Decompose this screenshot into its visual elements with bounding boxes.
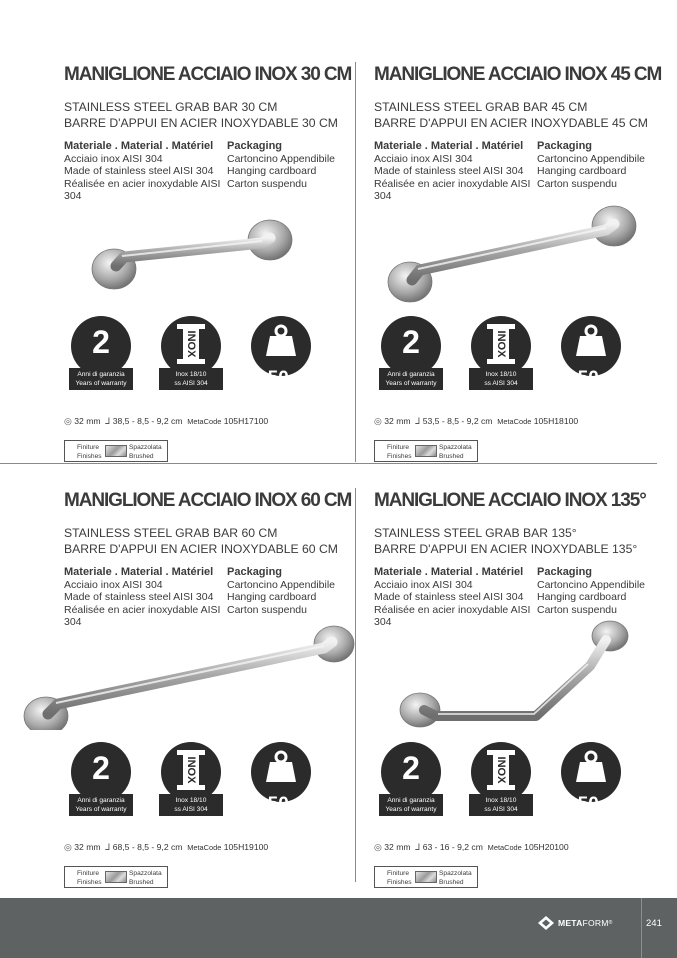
inox-text: INOX bbox=[495, 330, 508, 358]
product-card-135deg bbox=[374, 490, 666, 890]
packaging-heading: Packaging bbox=[537, 140, 593, 152]
inox-text: INOX bbox=[185, 756, 198, 784]
product-subtitle bbox=[64, 525, 356, 557]
product-title: MANIGLIONE ACCIAIO INOX 30 CM bbox=[64, 64, 352, 85]
subtitle-fr: BARRE D'APPUI EN ACIER INOXYDABLE 60 CM bbox=[64, 542, 338, 556]
dimensions-icon: ⅃ bbox=[105, 416, 111, 426]
subtitle-en: STAINLESS STEEL GRAB BAR 135° bbox=[374, 526, 577, 540]
finish-label-it: Finiture bbox=[387, 870, 409, 877]
finish-box bbox=[374, 866, 478, 888]
subtitle-fr: BARRE D'APPUI EN ACIER INOXYDABLE 30 CM bbox=[64, 116, 338, 130]
load-value: 150 bbox=[567, 794, 599, 815]
product-title: MANIGLIONE ACCIAIO INOX 45 CM bbox=[374, 64, 662, 85]
brand-bold: META bbox=[558, 918, 583, 928]
warranty-label-it: Anni di garanzia bbox=[387, 797, 435, 804]
finish-value-en: Brushed bbox=[129, 878, 154, 886]
finish-label-it: Finiture bbox=[77, 444, 99, 451]
metaform-logo-icon bbox=[538, 916, 554, 930]
warranty-badge bbox=[69, 742, 133, 822]
finish-value-en: Brushed bbox=[439, 878, 464, 886]
packaging-heading: Packaging bbox=[227, 140, 283, 152]
grab-bar-image bbox=[20, 620, 356, 730]
brand-light: FORM bbox=[582, 918, 609, 928]
load-value: 150 bbox=[567, 368, 599, 389]
diameter-value: 32 mm bbox=[384, 842, 411, 852]
meta-row bbox=[64, 416, 268, 427]
packaging-en: Hanging cardboard bbox=[227, 591, 317, 603]
feature-badges bbox=[379, 316, 664, 396]
subtitle-en: STAINLESS STEEL GRAB BAR 60 CM bbox=[64, 526, 278, 540]
feature-badges bbox=[69, 316, 354, 396]
page-number: 241 bbox=[646, 918, 662, 929]
load-unit: kg bbox=[293, 376, 305, 387]
product-subtitle bbox=[374, 525, 666, 557]
grab-bar-image bbox=[374, 194, 666, 304]
inox-label-2: ss AISI 304 bbox=[484, 380, 518, 387]
material-it: Acciaio inox AISI 304 bbox=[64, 578, 163, 591]
warranty-badge bbox=[379, 316, 443, 396]
inox-label-2: ss AISI 304 bbox=[484, 806, 518, 813]
diameter-value: 32 mm bbox=[384, 416, 411, 426]
packaging-en: Hanging cardboard bbox=[227, 165, 317, 177]
packaging-heading: Packaging bbox=[537, 566, 593, 578]
finish-value-it: Spazzolata bbox=[129, 870, 162, 877]
packaging-it: Cartoncino Appendibile bbox=[227, 152, 335, 165]
load-unit: kg bbox=[603, 802, 615, 813]
subtitle-fr: BARRE D'APPUI EN ACIER INOXYDABLE 45 CM bbox=[374, 116, 648, 130]
packaging-en: Hanging cardboard bbox=[537, 165, 627, 177]
diameter-value: 32 mm bbox=[74, 416, 101, 426]
inox-icon bbox=[485, 748, 517, 792]
inox-icon bbox=[175, 322, 207, 366]
material-en: Made of stainless steel AISI 304 bbox=[64, 165, 214, 177]
inox-label-1: Inox 18/10 bbox=[175, 371, 207, 378]
metacode-value: 105H19100 bbox=[223, 842, 269, 852]
finish-value-it: Spazzolata bbox=[129, 444, 162, 451]
warranty-years: 2 bbox=[92, 750, 110, 786]
packaging-fr: Carton suspendu bbox=[537, 603, 617, 616]
finish-label-en: Finishes bbox=[77, 452, 102, 460]
inox-badge bbox=[159, 316, 223, 396]
metacode-value: 105H17100 bbox=[223, 416, 269, 426]
brushed-swatch bbox=[105, 445, 127, 457]
material-fr: Réalisée en acier inoxydable AISI 304 bbox=[374, 603, 531, 628]
load-unit: kg bbox=[293, 802, 305, 813]
finish-box bbox=[374, 440, 478, 462]
inox-text: INOX bbox=[495, 756, 508, 784]
subtitle-en: STAINLESS STEEL GRAB BAR 30 CM bbox=[64, 100, 278, 114]
material-it: Acciaio inox AISI 304 bbox=[374, 578, 473, 591]
material-en: Made of stainless steel AISI 304 bbox=[64, 591, 214, 603]
finish-label-en: Finishes bbox=[387, 878, 412, 886]
finish-box bbox=[64, 866, 168, 888]
packaging-fr: Carton suspendu bbox=[227, 177, 307, 190]
metaform-logo bbox=[538, 916, 613, 930]
weight-icon bbox=[265, 750, 297, 784]
diameter-icon: ◎ bbox=[374, 842, 382, 852]
warranty-years: 2 bbox=[402, 324, 420, 360]
material-heading: Materiale . Material . Matériel bbox=[374, 140, 524, 152]
material-heading: Materiale . Material . Matériel bbox=[64, 140, 214, 152]
material-en: Made of stainless steel AISI 304 bbox=[374, 591, 524, 603]
dimensions-icon: ⅃ bbox=[415, 842, 421, 852]
metacode-value: 105H20100 bbox=[524, 842, 569, 852]
metacode-label: MetaCode bbox=[487, 843, 522, 852]
warranty-badge bbox=[379, 742, 443, 822]
page-footer bbox=[0, 898, 677, 958]
finish-value-it: Spazzolata bbox=[439, 444, 472, 451]
product-card-45cm bbox=[374, 64, 666, 464]
inox-label-1: Inox 18/10 bbox=[175, 797, 207, 804]
warranty-years: 2 bbox=[92, 324, 110, 360]
brushed-swatch bbox=[415, 871, 437, 883]
inox-icon bbox=[485, 322, 517, 366]
weight-icon bbox=[575, 750, 607, 784]
meta-row bbox=[374, 416, 578, 427]
packaging-fr: Carton suspendu bbox=[227, 603, 307, 616]
material-fr: Réalisée en acier inoxydable AISI 304 bbox=[64, 603, 221, 628]
dimensions-icon: ⅃ bbox=[415, 416, 421, 426]
inox-label-1: Inox 18/10 bbox=[485, 371, 517, 378]
metacode-label: MetaCode bbox=[187, 843, 222, 852]
warranty-label-it: Anni di garanzia bbox=[77, 371, 125, 378]
product-title: MANIGLIONE ACCIAIO INOX 60 CM bbox=[64, 490, 352, 511]
material-fr: Réalisée en acier inoxydable AISI 304 bbox=[64, 177, 221, 202]
weight-icon bbox=[575, 324, 607, 358]
load-badge bbox=[249, 742, 313, 822]
material-it: Acciaio inox AISI 304 bbox=[64, 152, 163, 165]
meta-row bbox=[374, 842, 569, 853]
finish-label-it: Finiture bbox=[77, 870, 99, 877]
load-unit: kg bbox=[603, 376, 615, 387]
finish-label-en: Finishes bbox=[77, 878, 102, 886]
inox-badge bbox=[159, 742, 223, 822]
packaging-heading: Packaging bbox=[227, 566, 283, 578]
diameter-icon: ◎ bbox=[64, 416, 72, 426]
metacode-label: MetaCode bbox=[187, 417, 222, 426]
diameter-icon: ◎ bbox=[374, 416, 382, 426]
material-heading: Materiale . Material . Matériel bbox=[374, 566, 524, 578]
inox-label-1: Inox 18/10 bbox=[485, 797, 517, 804]
metacode-label: MetaCode bbox=[497, 417, 532, 426]
diameter-value: 32 mm bbox=[74, 842, 101, 852]
subtitle-en: STAINLESS STEEL GRAB BAR 45 CM bbox=[374, 100, 588, 114]
inox-icon bbox=[175, 748, 207, 792]
diameter-icon: ◎ bbox=[64, 842, 72, 852]
brushed-swatch bbox=[415, 445, 437, 457]
load-badge bbox=[559, 316, 623, 396]
warranty-years: 2 bbox=[402, 750, 420, 786]
inox-badge bbox=[469, 742, 533, 822]
dimensions-value: 53,5 - 8,5 - 9,2 cm bbox=[422, 416, 493, 426]
subtitle-fr: BARRE D'APPUI EN ACIER INOXYDABLE 135° bbox=[374, 542, 638, 556]
finish-value-it: Spazzolata bbox=[439, 870, 472, 877]
load-value: 150 bbox=[257, 794, 289, 815]
product-title: MANIGLIONE ACCIAIO INOX 135° bbox=[374, 490, 646, 511]
packaging-it: Cartoncino Appendibile bbox=[537, 578, 645, 591]
inox-badge bbox=[469, 316, 533, 396]
finish-value-en: Brushed bbox=[439, 452, 464, 460]
inox-label-2: ss AISI 304 bbox=[174, 806, 208, 813]
finish-box bbox=[64, 440, 168, 462]
meta-row bbox=[64, 842, 268, 853]
packaging-en: Hanging cardboard bbox=[537, 591, 627, 603]
brushed-swatch bbox=[105, 871, 127, 883]
load-badge bbox=[559, 742, 623, 822]
feature-badges bbox=[69, 742, 354, 822]
inox-label-2: ss AISI 304 bbox=[174, 380, 208, 387]
footer-separator bbox=[641, 898, 642, 958]
material-heading: Materiale . Material . Matériel bbox=[64, 566, 214, 578]
material-fr: Réalisée en acier inoxydable AISI 304 bbox=[374, 177, 531, 202]
packaging-it: Cartoncino Appendibile bbox=[537, 152, 645, 165]
warranty-label-it: Anni di garanzia bbox=[387, 371, 435, 378]
dimensions-value: 38,5 - 8,5 - 9,2 cm bbox=[112, 416, 183, 426]
load-value: 150 bbox=[257, 368, 289, 389]
dimensions-icon: ⅃ bbox=[105, 842, 111, 852]
warranty-label-en: Years of warranty bbox=[385, 806, 437, 813]
material-it: Acciaio inox AISI 304 bbox=[374, 152, 473, 165]
brand-mark: ® bbox=[608, 920, 613, 926]
metacode-value: 105H18100 bbox=[533, 416, 579, 426]
warranty-label-en: Years of warranty bbox=[75, 380, 127, 387]
load-badge bbox=[249, 316, 313, 396]
packaging-it: Cartoncino Appendibile bbox=[227, 578, 335, 591]
inox-text: INOX bbox=[185, 330, 198, 358]
product-subtitle bbox=[64, 99, 356, 131]
warranty-label-en: Years of warranty bbox=[75, 806, 127, 813]
warranty-badge bbox=[69, 316, 133, 396]
grab-bar-image bbox=[64, 194, 356, 304]
finish-label-it: Finiture bbox=[387, 444, 409, 451]
grab-bar-image bbox=[374, 620, 666, 730]
dimensions-value: 63 - 16 - 9,2 cm bbox=[422, 842, 483, 852]
finish-label-en: Finishes bbox=[387, 452, 412, 460]
feature-badges bbox=[379, 742, 664, 822]
material-en: Made of stainless steel AISI 304 bbox=[374, 165, 524, 177]
weight-icon bbox=[265, 324, 297, 358]
dimensions-value: 68,5 - 8,5 - 9,2 cm bbox=[112, 842, 183, 852]
packaging-fr: Carton suspendu bbox=[537, 177, 617, 190]
product-subtitle bbox=[374, 99, 666, 131]
product-card-60cm bbox=[64, 490, 356, 890]
finish-value-en: Brushed bbox=[129, 452, 154, 460]
warranty-label-it: Anni di garanzia bbox=[77, 797, 125, 804]
warranty-label-en: Years of warranty bbox=[385, 380, 437, 387]
product-card-30cm bbox=[64, 64, 356, 464]
